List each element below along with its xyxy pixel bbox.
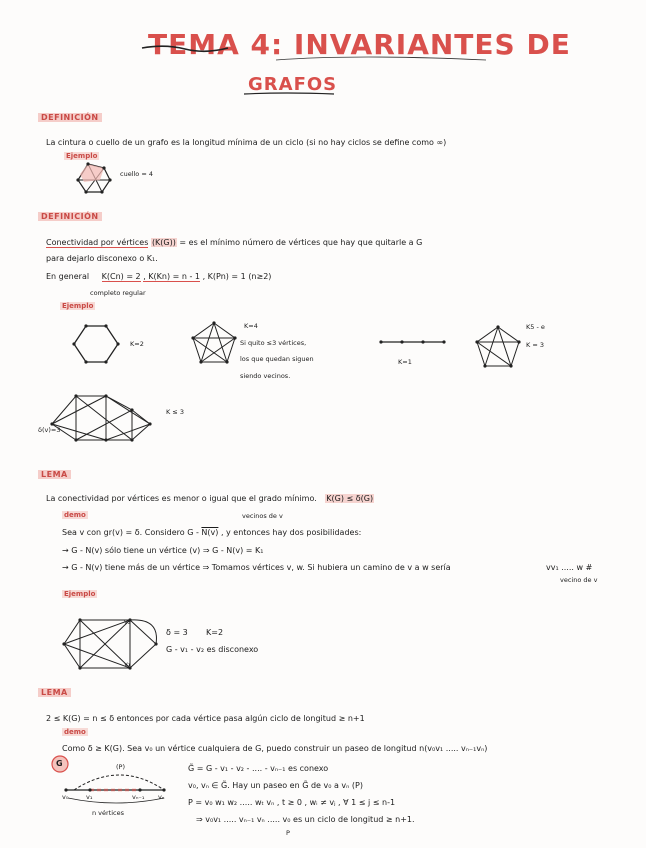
cuello-value: cuello = 4 xyxy=(120,170,153,178)
graph-complex xyxy=(46,388,156,448)
en-general: En general xyxy=(46,272,90,281)
demo2-line-3: v₀, vₙ ∈ G̃. Hay un paseo en G̃ de v₀ a vₙ (P) xyxy=(188,781,363,790)
k5e-label-2: K = 3 xyxy=(526,341,544,349)
demo-label-2: demo xyxy=(64,728,86,736)
c6-label: K=2 xyxy=(130,340,144,348)
g-letter: G xyxy=(56,759,63,768)
definition-header-2: DEFINICIÓN xyxy=(38,212,102,221)
demo1-line-2: → G - N(v) sólo tiene un vértice (v) ⇒ G - N(v) = K₁ xyxy=(62,546,264,555)
demo2-line-5: ⇒ v₀v₁ ..... vₙ₋₁ vₙ ..... v₀ es un ciclo de longitud ≥ n+1. xyxy=(196,815,415,824)
kcn: K(Cn) = 2 xyxy=(101,272,141,281)
vertex-v2: v₂ xyxy=(124,618,131,626)
conectividad-def: = es el mínimo número de vértices que hay que quitarle a G xyxy=(179,238,423,247)
demo1-line-3: → G - N(v) tiene más de un vértice ⇒ Tomamos vértices v, w. Si hubiera un camino de v a w sería xyxy=(62,563,451,572)
demo-label-1: demo xyxy=(64,511,86,519)
graph-cuello-example xyxy=(70,160,120,200)
graph-path xyxy=(378,337,448,347)
definition-cintura-text: La cintura o cuello de un grafo es la longitud mínima de un ciclo (si no hay ciclos se define como ∞) xyxy=(46,138,447,147)
example-label-2: Ejemplo xyxy=(62,302,94,310)
vecinos-note: vecinos de v xyxy=(242,512,283,520)
demo2-line-1: Como δ ≥ K(G). Sea v₀ un vértice cualquiera de G, puedo construir un paseo de longitud n(v₀v₁ ..... vₙ₋₁vₙ) xyxy=(62,744,488,753)
demo2-line-2: G̃ = G - v₁ - v₂ - .... - vₙ₋₁ es conexo xyxy=(188,764,329,773)
demo1-line-3-tail: vv₁ ..... w # xyxy=(546,563,593,572)
kpn: , K(Pn) = 1 (n≥2) xyxy=(202,272,272,281)
kg-symbol: (K(G)) xyxy=(151,238,176,247)
conectividad-line-1 xyxy=(46,238,422,248)
lema1-text xyxy=(46,494,374,504)
fig-vn: vₙ xyxy=(158,793,165,801)
example3-text: G - v₁ - v₂ es disconexo xyxy=(166,645,259,654)
complex-delta: δ(v)=3 xyxy=(38,426,61,434)
conectividad-line-2: para dejarlo disconexo o K₁. xyxy=(46,254,158,263)
demo2-p-note: P xyxy=(286,829,290,837)
lema-header-1: LEMA xyxy=(38,470,71,479)
conectividad-term: Conectividad por vértices xyxy=(46,238,149,247)
definition-header-1: DEFINICIÓN xyxy=(38,113,102,122)
graph-k5 xyxy=(190,320,240,365)
demo1-sea: Sea v con gr(v) = δ. Considero G - xyxy=(62,528,199,537)
title-strike xyxy=(140,40,230,60)
fig-n-vertices: n vértices xyxy=(92,809,125,817)
lema2-text: 2 ≤ K(G) = n ≤ δ entonces por cada vértice pasa algún ciclo de longitud ≥ n+1 xyxy=(46,714,365,723)
page-title: TEMA 4: INVARIANTES DE xyxy=(148,28,571,61)
paseo-figure xyxy=(60,764,180,814)
vecino-note: vecino de v xyxy=(560,576,598,584)
graph-lema1-example xyxy=(60,614,170,674)
completo-regular-note: completo regular xyxy=(90,289,146,297)
path-label: K=1 xyxy=(398,358,412,366)
graph-c6 xyxy=(66,322,126,372)
fig-vn1: vₙ₋₁ xyxy=(132,793,145,801)
example-label-3: Ejemplo xyxy=(64,590,96,598)
lema1-formula: K(G) ≤ δ(G) xyxy=(326,494,374,503)
conectividad-line-3 xyxy=(46,272,271,282)
example3-delta: δ = 3 xyxy=(166,628,188,637)
demo1-line-1 xyxy=(62,528,361,538)
demo2-line-4: P = v₀ w₁ w₂ ..... wₜ vₙ , t ≥ 0 , wᵢ ≠ vⱼ , ∀ 1 ≤ j ≤ n-1 xyxy=(188,798,396,807)
vertex-v1: v₁ xyxy=(124,660,131,668)
nv-symbol: N(v) xyxy=(201,528,219,537)
lema-header-2: LEMA xyxy=(38,688,71,697)
demo1-poss: , y entonces hay dos posibilidades: xyxy=(220,528,362,537)
fig-v1: v₁ xyxy=(86,793,93,801)
k5-label: K=4 xyxy=(244,322,258,330)
fig-p: (P) xyxy=(116,763,125,771)
k5-note-1: Si quito ≤3 vértices, xyxy=(240,339,307,347)
fig-v0: v₀ xyxy=(62,793,69,801)
kkn: , K(Kn) = n - 1 xyxy=(143,272,201,281)
graph-k5-minus-e xyxy=(474,324,524,369)
k5e-label-1: K5 - e xyxy=(526,323,545,331)
example3-k: K=2 xyxy=(206,628,224,637)
complex-label: K ≤ 3 xyxy=(166,408,184,416)
example-label-1: Ejemplo xyxy=(66,152,98,160)
lema1-statement: La conectividad por vértices es menor o igual que el grado mínimo. xyxy=(46,494,317,503)
title-underline xyxy=(236,52,496,112)
k5-note-2: los que quedan siguen xyxy=(240,355,314,363)
page-subtitle: GRAFOS xyxy=(248,74,338,95)
k5-note-3: siendo vecinos. xyxy=(240,372,291,380)
